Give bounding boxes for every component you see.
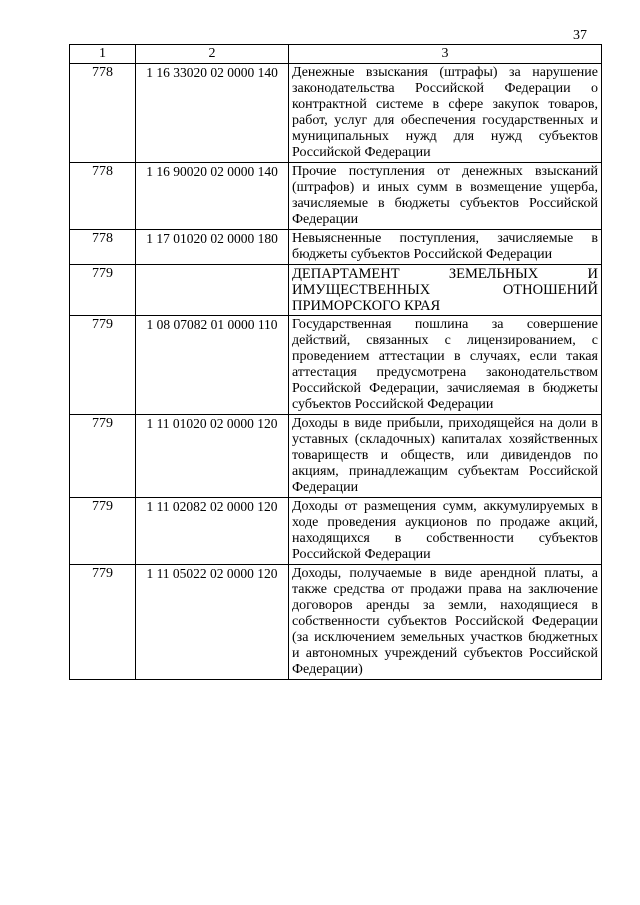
revenue-code-cell: 1 17 01020 02 0000 180 (136, 230, 289, 265)
admin-code-cell: 778 (70, 64, 136, 163)
revenue-code-cell: 1 11 01020 02 0000 120 (136, 415, 289, 498)
revenue-code-cell: 1 16 90020 02 0000 140 (136, 163, 289, 230)
department-name-cell: ДЕПАРТАМЕНТ ЗЕМЕЛЬНЫХ И ИМУЩЕСТВЕННЫХ ОТНОШЕНИЙ ПРИМОРСКОГО КРАЯ (289, 265, 602, 316)
revenue-name-cell: Прочие поступления от денежных взысканий (штрафов) и иных сумм в возмещение ущерба, зачисляемые в бюджеты субъектов Российской Федерации (289, 163, 602, 230)
revenue-code-cell: 1 11 05022 02 0000 120 (136, 565, 289, 680)
revenue-name-cell: Денежные взыскания (штрафы) за нарушение законодательства Российской Федерации о контрактной системе в сфере закупок товаров, работ, услуг для обеспечения государственных и муниципальных нужд для нужд субъектов Российской Федерации (289, 64, 602, 163)
revenue-name-cell: Государственная пошлина за совершение действий, связанных с лицензированием, с проведением аттестации в случаях, если такая аттестация предусмотрена законодательством Российской Федерации, зачисляемая в бюджеты субъектов Российской Федерации (289, 316, 602, 415)
table-row (70, 498, 602, 565)
table-header-row (70, 45, 602, 64)
admin-code-cell: 779 (70, 565, 136, 680)
table-row (70, 64, 602, 163)
admin-code-cell: 779 (70, 316, 136, 415)
table-row (70, 230, 602, 265)
table-row (70, 163, 602, 230)
admin-code-cell: 779 (70, 415, 136, 498)
revenue-code-cell: 1 16 33020 02 0000 140 (136, 64, 289, 163)
column-header: 2 (136, 45, 289, 64)
column-header: 3 (289, 45, 602, 64)
revenue-name-cell: Невыясненные поступления, зачисляемые в бюджеты субъектов Российской Федерации (289, 230, 602, 265)
page-number: 37 (573, 28, 587, 43)
column-header: 1 (70, 45, 136, 64)
table-row (70, 565, 602, 680)
revenue-name-cell: Доходы от размещения сумм, аккумулируемых в ходе проведения аукционов по продаже акций, находящихся в собственности субъектов Российской Федерации (289, 498, 602, 565)
admin-code-cell: 778 (70, 230, 136, 265)
revenue-code-cell: 1 11 02082 02 0000 120 (136, 498, 289, 565)
revenue-name-cell: Доходы, получаемые в виде арендной платы, а также средства от продажи права на заключение договоров аренды за земли, находящиеся в собственности субъектов Российской Федерации (за исключением земельных участков бюджетных и автономных учреждений субъектов Российской Федерации) (289, 565, 602, 680)
admin-code-cell: 778 (70, 163, 136, 230)
table-row (70, 415, 602, 498)
department-header-row (70, 265, 602, 316)
table-row (70, 316, 602, 415)
admin-code-cell: 779 (70, 265, 136, 316)
admin-code-cell: 779 (70, 498, 136, 565)
revenue-code-cell (136, 265, 289, 316)
revenue-name-cell: Доходы в виде прибыли, приходящейся на доли в уставных (складочных) капиталах хозяйственных товариществ и обществ, или дивидендов по акциям, принадлежащим субъектам Российской Федерации (289, 415, 602, 498)
revenue-code-cell: 1 08 07082 01 0000 110 (136, 316, 289, 415)
revenue-codes-table (69, 44, 602, 680)
